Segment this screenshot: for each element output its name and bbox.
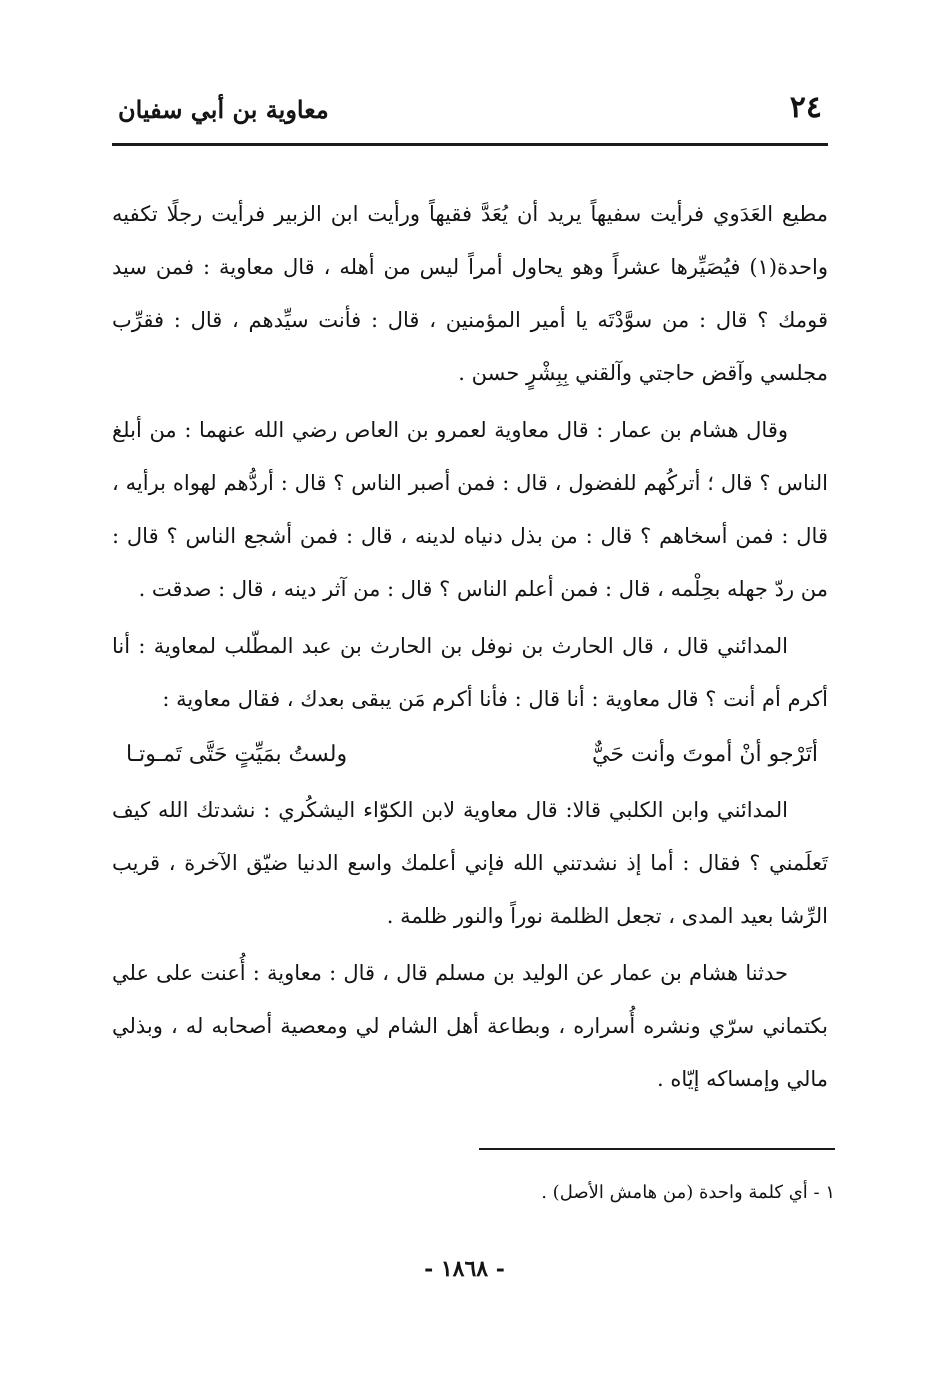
paragraph: مطيع العَدَوي فرأيت سفيهاً يريد أن يُعَدَّ فقيهاً ورأيت ابن الزبير فرأيت رجلًا تكفيه واحدة(١) فيُصَيِّرها عشراً وهو يحاول أمراً ليس من أهله ، قال معاوية : فمن سيد قومك ؟ قال : من سوَّدْتَه يا أمير المؤمنين ، قال : فأنت سيِّدهم ، قال : فقرِّب مجلسي وآقض حاجتي وآلقني بِبِشْرٍ حسن . [112, 202, 828, 385]
paragraph: المدائني قال ، قال الحارث بن نوفل بن الحارث بن عبد المطّلب لمعاوية : أنا أكرم أم أنت ؟ قال معاوية : أنا قال : فأنا أكرم مَن يبقى بعدك ، فقال معاوية : [112, 634, 828, 711]
running-header [112, 88, 828, 132]
footnote: ١ - أي كلمة واحدة (من هامش الأصل) . [541, 1182, 835, 1203]
paragraph: المدائني وابن الكلبي قالا: قال معاوية لابن الكوّاء اليشكُري : نشدتك الله كيف تَعلَمني ؟ فقال : أما إذ نشدتني الله فإني أعلمك واسع الدنيا ضيّق الآخرة ، قريب الرِّشا بعيد المدى ، تجعل الظلمة نوراً والنور ظلمة . [112, 798, 828, 928]
verse-second-hemistich: ولستُ بمَيِّتٍ حَتَّى تَمـوتـا [126, 742, 348, 767]
page-number: ٢٤ [789, 90, 822, 125]
header-divider [112, 143, 828, 146]
poem-verse [112, 730, 828, 780]
book-title: معاوية بن أبي سفيان [118, 95, 329, 124]
paragraph: حدثنا هشام بن عمار عن الوليد بن مسلم قال ، قال : معاوية : أُعنت على علي بكتماني سرّي ونشره أُسراره ، وبطاعة أهل الشام لي ومعصية أصحابه له ، وبذلي مالي وإمساكه إيّاه . [112, 961, 828, 1091]
main-text [112, 188, 828, 1110]
folio-number: - ١٨٦٨ - [424, 1256, 505, 1282]
footnote-divider [479, 1148, 835, 1150]
paragraph: وقال هشام بن عمار : قال معاوية لعمرو بن العاص رضي الله عنهما : من أبلغ الناس ؟ قال ؛ أتركُهم للفضول ، قال : فمن أصبر الناس ؟ قال : أردُّهم لهواه برأيه ، قال : فمن أسخاهم ؟ قال : من بذل دنياه لدينه ، قال : فمن أشجع الناس ؟ قال : من ردّ جهله بحِلْمه ، قال : فمن أعلم الناس ؟ قال : من آثر دينه ، قال : صدقت . [112, 418, 828, 601]
verse-first-hemistich: أتَرْجو أنْ أموتَ وأنت حَيٌّ [592, 742, 818, 767]
